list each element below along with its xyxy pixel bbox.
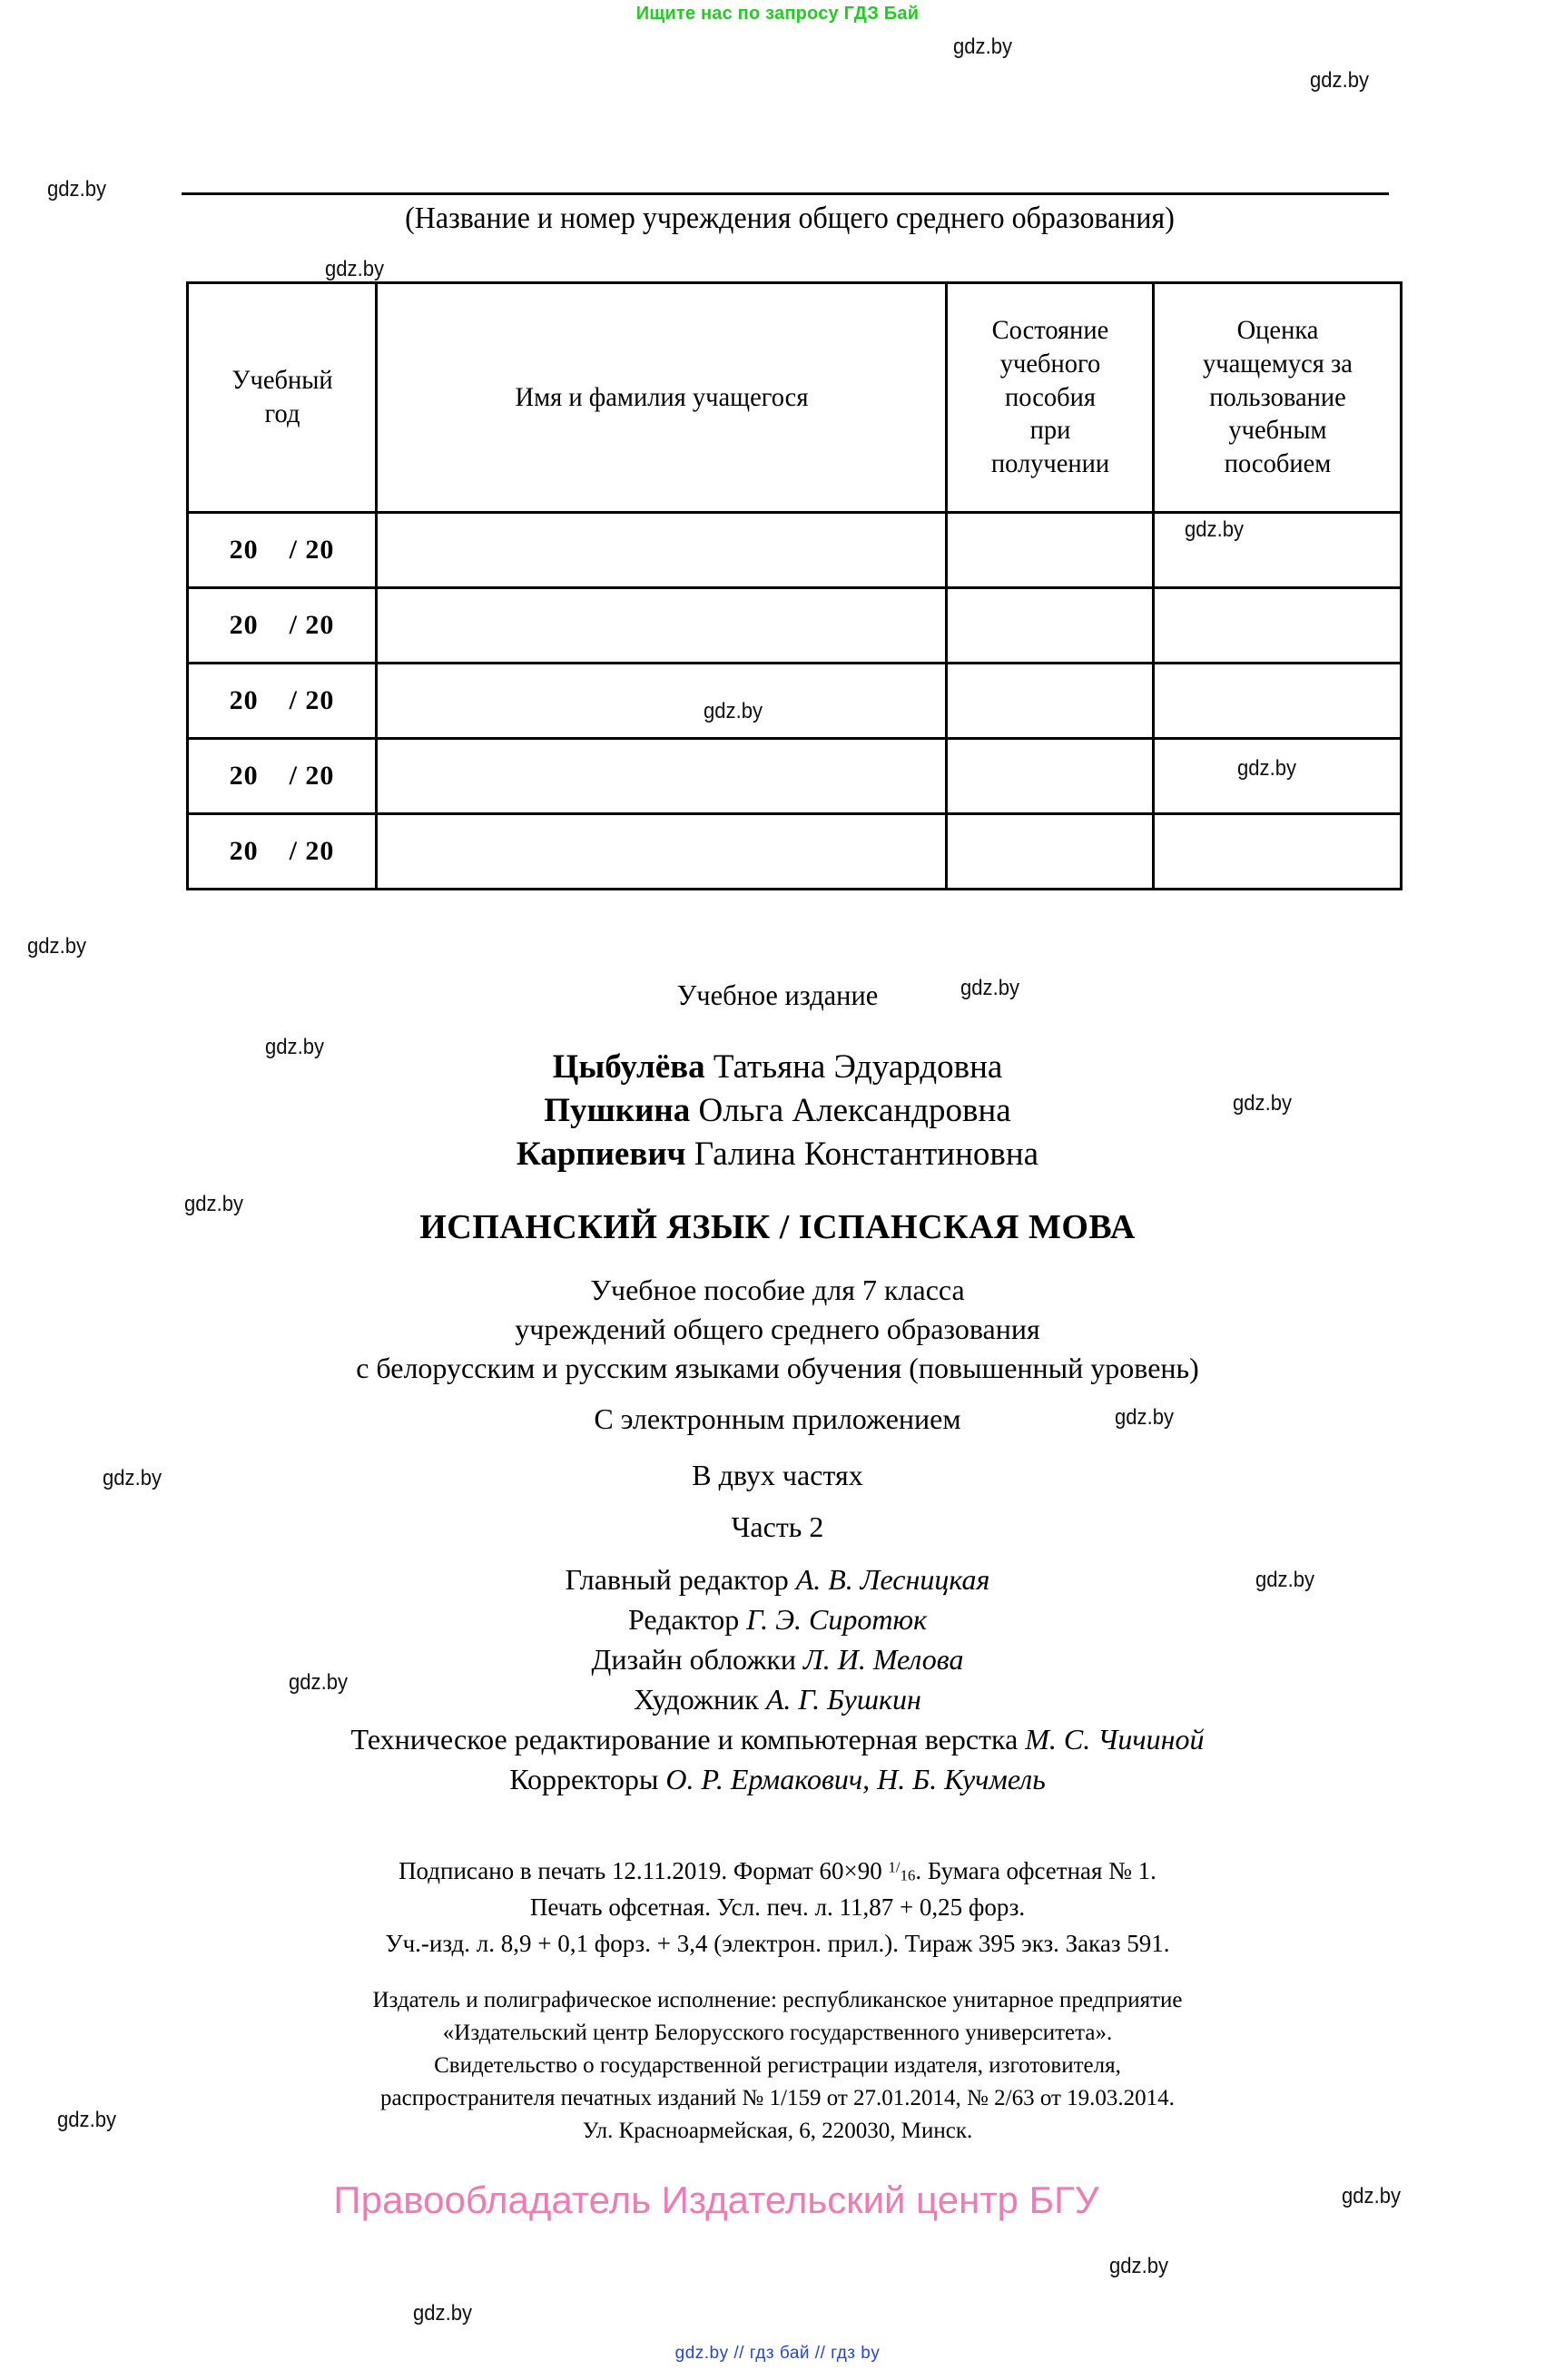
credit-line-6 [0,1763,1555,1796]
credit-role-4: Художник [634,1683,766,1716]
table-body [188,513,1402,890]
cell-student-name[interactable] [377,664,947,739]
credit-name-6: О. Р. Ермакович, Н. Б. Кучмель [665,1763,1046,1795]
print-info-line-2: Печать офсетная. Усл. печ. л. 11,87 + 0,25 форз. [529,1893,1026,1921]
credit-line-2 [0,1603,1555,1637]
cell-book-condition[interactable] [947,513,1154,588]
cell-student-mark[interactable] [1154,513,1402,588]
author-line-2 [0,1091,1555,1130]
credit-line-5 [0,1723,1555,1756]
author-given-2: Ольга Александровна [698,1092,1011,1129]
credit-role-3: Дизайн обложки [591,1643,804,1676]
watermark-10: gdz.by [1233,1091,1293,1116]
cell-student-mark[interactable] [1154,588,1402,664]
print-info-line-3: Уч.-изд. л. 8,9 + 0,1 форз. + 3,4 (электрон. прил.). Тираж 395 экз. Заказ 591. [385,1930,1170,1957]
watermark-17: gdz.by [1342,2184,1402,2208]
print-info-1a: Подписано в печать 12.11.2019. Формат 60×90 [399,1857,889,1884]
year-suffix: / 20 [289,685,335,715]
promo-header-text: Ищите нас по запросу ГДЗ Бай [635,4,920,24]
print-info-line-1: Подписано в печать 12.11.2019. Формат 60×90 $^{1/}$16. Бумага офсетная № 1. [399,1857,1156,1884]
author-surname-2: Пушкина [544,1092,691,1129]
cell-student-name[interactable] [377,513,947,588]
watermark-14: gdz.by [1255,1568,1315,1592]
header-mark-line3: пользование [1208,381,1346,412]
watermark-5: gdz.by [704,699,763,723]
header-cell-student-name [390,283,932,513]
header-state-line1: Состояние [991,314,1108,345]
year-suffix: / 20 [289,535,335,565]
credit-line-3 [0,1643,1555,1677]
year-suffix: / 20 [289,610,335,640]
parts-note: В двух частях [692,1459,863,1491]
author-given-3: Галина Константиновна [694,1136,1039,1173]
cell-student-name[interactable] [377,739,947,814]
table-header [188,283,1402,513]
table-header-row [188,283,1402,513]
cell-book-condition[interactable] [947,664,1154,739]
header-state-line4: при [1029,415,1070,446]
credit-role-2: Редактор [627,1603,747,1636]
header-state-line3: пособия [1004,381,1096,412]
watermark-3: gdz.by [325,257,385,281]
watermark-18: gdz.by [1109,2254,1169,2278]
credit-name-4: А. Г. Бушкин [765,1683,921,1716]
year-suffix: / 20 [289,761,335,791]
table-row [188,739,1402,814]
cell-academic-year[interactable] [188,664,377,739]
year-prefix: 20 [229,535,259,565]
author-surname-3: Карпиевич [516,1136,686,1173]
print-format-denominator: 16 [900,1866,916,1884]
table-row [188,513,1402,588]
credit-role-5: Техническое редактирование и компьютерная верстка [350,1723,1026,1755]
watermark-2: gdz.by [47,177,107,202]
cell-academic-year[interactable] [188,588,377,664]
book-title: ИСПАНСКИЙ ЯЗЫК / ІСПАНСКАЯ МОВА [419,1208,1136,1246]
watermark-9: gdz.by [265,1035,325,1059]
header-name-text: Имя и фамилия учащегося [515,381,808,412]
credit-name-2: Г. Э. Сиротюк [746,1603,928,1636]
credit-role-1: Главный редактор [565,1563,796,1596]
header-year-line1: Учебный [231,365,333,396]
cell-academic-year[interactable] [188,814,377,890]
header-cell-student-mark [1159,283,1394,513]
institution-underline [182,192,1389,195]
watermark-13: gdz.by [103,1466,162,1490]
author-surname-1: Цыбулёва [552,1048,705,1086]
header-mark-line2: учащемуся за [1202,348,1353,379]
cell-student-mark[interactable] [1154,664,1402,739]
cell-book-condition[interactable] [947,588,1154,664]
cell-student-name[interactable] [377,814,947,890]
print-info-1b: . Бумага офсетная № 1. [915,1857,1156,1884]
cell-student-mark[interactable] [1154,814,1402,890]
cell-student-name[interactable] [377,588,947,664]
watermark-4: gdz.by [1185,517,1245,542]
watermark-12: gdz.by [1115,1405,1175,1430]
subtitle-line-1: Учебное пособие для 7 класса [590,1274,965,1306]
subtitle-line-3: с белорусским и русским языками обучения (повышенный уровень) [356,1352,1199,1384]
year-prefix: 20 [229,836,259,866]
watermark-19: gdz.by [413,2301,473,2326]
publisher-line-2: «Издательский центр Белорусского государственного университета». [442,2021,1113,2045]
author-given-1: Татьяна Эдуардовна [713,1048,1003,1086]
year-suffix: / 20 [289,836,335,866]
credit-name-1: А. В. Лесницкая [795,1563,990,1596]
header-mark-line5: пособием [1224,448,1331,479]
year-prefix: 20 [229,610,259,640]
site-footer-link[interactable]: gdz.by // гдз бай // гдз by [674,2344,881,2363]
watermark-0: gdz.by [953,34,1013,59]
table-row [188,588,1402,664]
cell-book-condition[interactable] [947,814,1154,890]
credit-role-6: Корректоры [509,1763,666,1795]
watermark-1: gdz.by [1310,68,1370,93]
table-row [188,814,1402,890]
cell-book-condition[interactable] [947,739,1154,814]
publisher-line-1: Издатель и полиграфическое исполнение: республиканское унитарное предприятие [372,1988,1183,2012]
credit-line-1 [0,1563,1555,1597]
author-line-3 [0,1135,1555,1174]
year-prefix: 20 [229,761,259,791]
watermark-7: gdz.by [27,934,87,959]
print-format-numerator: 1 [888,1858,896,1876]
credit-line-4 [0,1683,1555,1716]
watermark-15: gdz.by [289,1670,349,1695]
table-row [188,664,1402,739]
watermark-16: gdz.by [57,2108,117,2132]
cell-student-mark[interactable] [1154,739,1402,814]
watermark-11: gdz.by [184,1192,244,1216]
year-prefix: 20 [229,685,259,715]
watermark-6: gdz.by [1237,756,1297,781]
part-number: Часть 2 [731,1510,824,1543]
subtitle-line-2: учреждений общего среднего образования [515,1313,1040,1345]
author-line-1 [0,1047,1555,1087]
textbook-registration-table [186,281,1402,890]
copyright-holder-banner: Правообладатель Издательский центр БГУ [333,2178,1099,2221]
electronic-application-note: С электронным приложением [594,1402,961,1435]
header-cell-year [192,283,372,513]
header-year-line2: год [264,398,300,428]
edition-label: Учебное издание [676,979,879,1011]
header-mark-line4: учебным [1227,415,1327,446]
credit-name-5: М. С. Чичиной [1025,1723,1205,1755]
watermark-8: gdz.by [960,976,1020,1000]
header-mark-line1: Оценка [1236,314,1318,345]
credit-name-3: Л. И. Мелова [803,1643,964,1676]
publisher-address: Ул. Красноармейская, 6, 220030, Минск. [582,2119,973,2143]
cell-academic-year[interactable] [188,739,377,814]
publisher-line-4: распространителя печатных изданий № 1/159 от 27.01.2014, № 2/63 от 19.03.2014. [380,2086,1175,2110]
cell-academic-year[interactable] [188,513,377,588]
header-state-line5: получении [990,448,1109,479]
publisher-line-3: Свидетельство о государственной регистрации издателя, изготовителя, [434,2053,1121,2078]
header-cell-book-condition [951,283,1148,513]
institution-caption: (Название и номер учреждения общего среднего образования) [405,202,1175,235]
header-state-line2: учебного [999,348,1100,379]
